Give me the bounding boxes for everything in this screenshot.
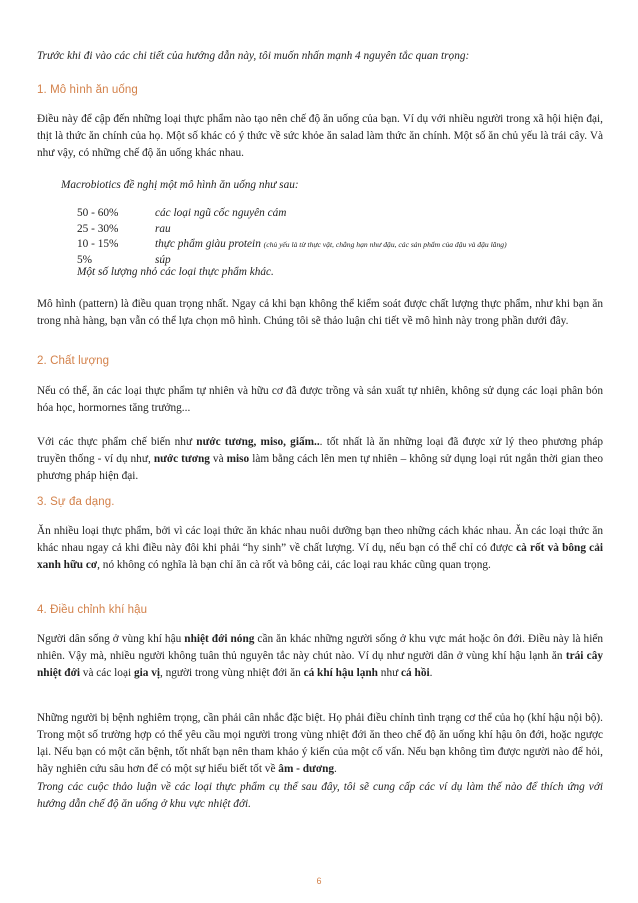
bold-text: cá khí hậu lạnh [303, 667, 378, 679]
bold-text: trái cây nhiệt đới [37, 650, 603, 679]
closing-text: Trong các cuộc thảo luận về các loại thực phẩm cụ thể sau đây, tôi sẽ cung cấp các ví dụ làm thế nào để thích ứng với hướng dẫn chế độ ăn uống ở khu vực nhiệt đới. [37, 781, 603, 810]
section-1-paragraph: Điều này để cập đến những loại thực phẩm nào tạo nên chế độ ăn uống của bạn. Ví dụ với nhiều người trong xã hội hiện đại, thịt là thức ăn chính của họ. Một số khác có ý thức về sức khỏe ăn salad làm thức ăn chính. Một số ăn chủ yếu là trái cây. Và như vậy, có những chế độ ăn uống khác nhau. [37, 113, 603, 159]
bold-text: nhiệt đới nóng [184, 633, 255, 645]
food-label: thực phẩm giàu protein [155, 238, 261, 250]
protein-note: (chủ yếu là từ thực vật, chẳng hạn như đậu, các sản phẩm của đậu và đậu lăng) [263, 240, 507, 249]
section-3-paragraph [37, 523, 603, 574]
text-run: cần ăn khác những người sống ở khu vực mát hoặc ôn đới. Điều này là hiển nhiên. Vậy mà, nhiều người không tuân thủ nguyên tắc này chút nào. Ví dụ như người dân ở vùng khí hậu lạnh ăn [37, 633, 604, 662]
percent-cell: 25 - 30% [77, 222, 119, 235]
table-row [77, 206, 507, 222]
food-cell: súp [155, 253, 171, 266]
percent-cell: 50 - 60% [77, 207, 119, 219]
text-run: Người dân sống ở vùng khí hậu [37, 633, 185, 645]
table-row [77, 237, 507, 253]
table-row [77, 222, 507, 238]
section-4-heading: 4. Điều chỉnh khí hậu [37, 604, 148, 616]
bold-text: cà rốt và bông cải xanh hữu cơ [37, 542, 603, 571]
text-run: Những người bị bệnh nghiêm trọng, cần phải cân nhắc đặc biệt. Họ phải điều chỉnh tình trạng cơ thể của họ (khí hậu nội bộ). Trong một số trường hợp có thể yêu cầu mọi người trong vùng nhiệt đới ăn theo chế độ ăn uống khí hậu ôn đới, hoặc ngược lại. Nếu bạn có một căn bệnh, tốt nhất bạn nên tham khảo ý kiến của một cố vấn. Nếu bạn không tìm được người nào để hỏi, hãy nghiên cứu sâu hơn để có một sự hiểu biết tốt về [37, 712, 603, 775]
food-cell [155, 237, 507, 253]
food-cell: các loại ngũ cốc nguyên cám [155, 207, 287, 219]
section-3-heading: 3. Sự đa dạng. [37, 496, 115, 508]
intro-text: Trước khi đi vào các chi tiết của hướng dẫn này, tôi muốn nhấn mạnh 4 nguyên tắc quan trọng: [37, 50, 470, 62]
macrobiotics-last: Một số lượng nhỏ các loại thực phẩm khác. [77, 266, 274, 278]
bold-text: nước tương [153, 453, 210, 465]
macrobiotics-table [77, 206, 507, 268]
bold-text: gia vị [133, 667, 160, 679]
text-run: , người trong vùng nhiệt đới ăn [159, 667, 304, 679]
text-run: và các loại [79, 667, 134, 679]
food-cell: rau [155, 222, 171, 235]
percent-cell: 5% [77, 253, 93, 266]
text-run: . [429, 667, 433, 679]
section-1-heading: 1. Mô hình ăn uống [37, 84, 138, 96]
text-run: . [334, 763, 337, 775]
macrobiotics-title: Macrobiotics đề nghị một mô hình ăn uống như sau: [61, 179, 299, 191]
text-run: Với các thực phẩm chế biến như [37, 436, 197, 448]
page-number: 6 [316, 876, 322, 886]
section-2-paragraph-2 [37, 434, 603, 485]
bold-text: miso [226, 453, 250, 465]
section-4-paragraph-2 [37, 710, 603, 778]
text-run: và [209, 453, 227, 465]
section-4-paragraph [37, 631, 603, 682]
bold-text: cá hồi [401, 667, 430, 679]
bold-text: âm - dương [278, 763, 335, 775]
text-run: , nó không có nghĩa là bạn chỉ ăn cà rốt và bông cải, các loại rau khác cũng quan trọng. [97, 559, 491, 571]
bold-text: nước tương, miso, giấm.. [196, 436, 320, 448]
text-run: Ăn nhiều loại thực phẩm, bởi vì các loại thức ăn khác nhau nuôi dưỡng bạn theo những cách khác nhau. Ăn các loại thức ăn khác nhau ngay cả khi điều này đôi khi phải “hy sinh” về chất lượng. Ví dụ, nếu bạn có thể chỉ có được [37, 525, 603, 554]
text-run: như [377, 667, 402, 679]
percent-cell: 10 - 15% [77, 238, 119, 250]
text-run: làm bằng cách lên men tự nhiên – không sử dụng loại rút ngắn thời gian theo phương pháp hiện đại. [37, 453, 604, 482]
section-2-heading: 2. Chất lượng [37, 355, 110, 367]
section-2-paragraph: Nếu có thể, ăn các loại thực phẩm tự nhiên và hữu cơ đã được trồng và sản xuất tự nhiên, không sử dụng các loại phân bón hóa học, hormornes tăng trưởng... [37, 385, 603, 414]
text-run: . tốt nhất là ăn những loại đã được xử lý theo phương pháp truyền thống - ví dụ như, [37, 436, 603, 465]
section-1-paragraph-2: Mô hình (pattern) là điều quan trọng nhất. Ngay cả khi bạn không thể kiểm soát được chất lượng thực phẩm, như khi bạn ăn trong nhà hàng, bạn vẫn có thể lựa chọn mô hình. Chúng tôi sẽ thảo luận chi tiết về mô hình này trong phần dưới đây. [37, 298, 603, 327]
